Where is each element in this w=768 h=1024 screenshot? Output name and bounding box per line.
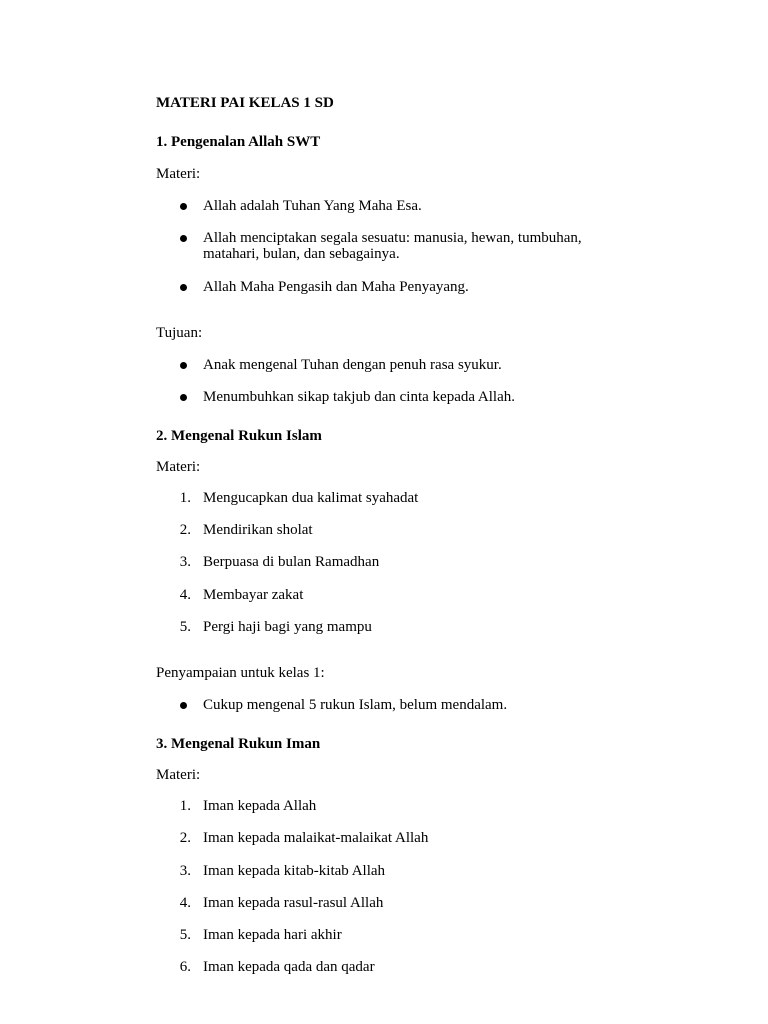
list-item-text: Mendirikan sholat bbox=[203, 522, 313, 538]
bullet-icon bbox=[180, 284, 187, 291]
list-number: 5. bbox=[179, 619, 191, 635]
bullet-icon bbox=[180, 203, 187, 210]
bullet-icon bbox=[180, 702, 187, 709]
list-item-text: Iman kepada kitab-kitab Allah bbox=[203, 863, 386, 879]
list-item-text: Iman kepada Allah bbox=[203, 798, 317, 814]
list-item-text: Anak mengenal Tuhan dengan penuh rasa syukur. bbox=[203, 357, 502, 373]
bullet-icon bbox=[180, 362, 187, 369]
list-item-text: Allah adalah Tuhan Yang Maha Esa. bbox=[203, 198, 422, 214]
list-number: 1. bbox=[179, 490, 191, 506]
list-number: 4. bbox=[179, 895, 191, 911]
list-item-text: Menumbuhkan sikap takjub dan cinta kepada Allah. bbox=[203, 389, 516, 405]
list-item-text: Iman kepada qada dan qadar bbox=[203, 959, 375, 975]
section-3-heading: 3. Mengenal Rukun Iman bbox=[156, 736, 321, 752]
list-item-text: Pergi haji bagi yang mampu bbox=[203, 619, 372, 635]
section-2-penyampaian-label: Penyampaian untuk kelas 1: bbox=[156, 665, 325, 681]
list-number: 2. bbox=[179, 522, 191, 538]
list-item-text: Iman kepada malaikat-malaikat Allah bbox=[203, 830, 429, 846]
bullet-icon bbox=[180, 235, 187, 242]
section-3-materi-label: Materi: bbox=[156, 767, 201, 783]
section-1-heading: 1. Pengenalan Allah SWT bbox=[156, 134, 321, 150]
list-number: 4. bbox=[179, 587, 191, 603]
list-number: 5. bbox=[179, 927, 191, 943]
list-number: 1. bbox=[179, 798, 191, 814]
list-number: 3. bbox=[179, 554, 191, 570]
list-item-text: Berpuasa di bulan Ramadhan bbox=[203, 554, 380, 570]
list-item-text-line-2: matahari, bulan, dan sebagainya. bbox=[203, 246, 400, 262]
list-item-text: Membayar zakat bbox=[203, 587, 304, 603]
list-item-text: Iman kepada hari akhir bbox=[203, 927, 342, 943]
section-1-tujuan-label: Tujuan: bbox=[156, 325, 203, 341]
list-number: 6. bbox=[179, 959, 191, 975]
list-number: 3. bbox=[179, 863, 191, 879]
section-1-materi-label: Materi: bbox=[156, 166, 201, 182]
bullet-icon bbox=[180, 394, 187, 401]
list-item-text: Cukup mengenal 5 rukun Islam, belum mendalam. bbox=[203, 697, 508, 713]
list-item-text: Iman kepada rasul-rasul Allah bbox=[203, 895, 384, 911]
list-item-text: Mengucapkan dua kalimat syahadat bbox=[203, 490, 419, 506]
list-item-text: Allah Maha Pengasih dan Maha Penyayang. bbox=[203, 279, 469, 295]
section-2-heading: 2. Mengenal Rukun Islam bbox=[156, 428, 322, 444]
list-number: 2. bbox=[179, 830, 191, 846]
list-item-text-line-1: Allah menciptakan segala sesuatu: manusia, hewan, tumbuhan, bbox=[203, 230, 582, 246]
document-title: MATERI PAI KELAS 1 SD bbox=[156, 95, 334, 111]
section-2-materi-label: Materi: bbox=[156, 459, 201, 475]
